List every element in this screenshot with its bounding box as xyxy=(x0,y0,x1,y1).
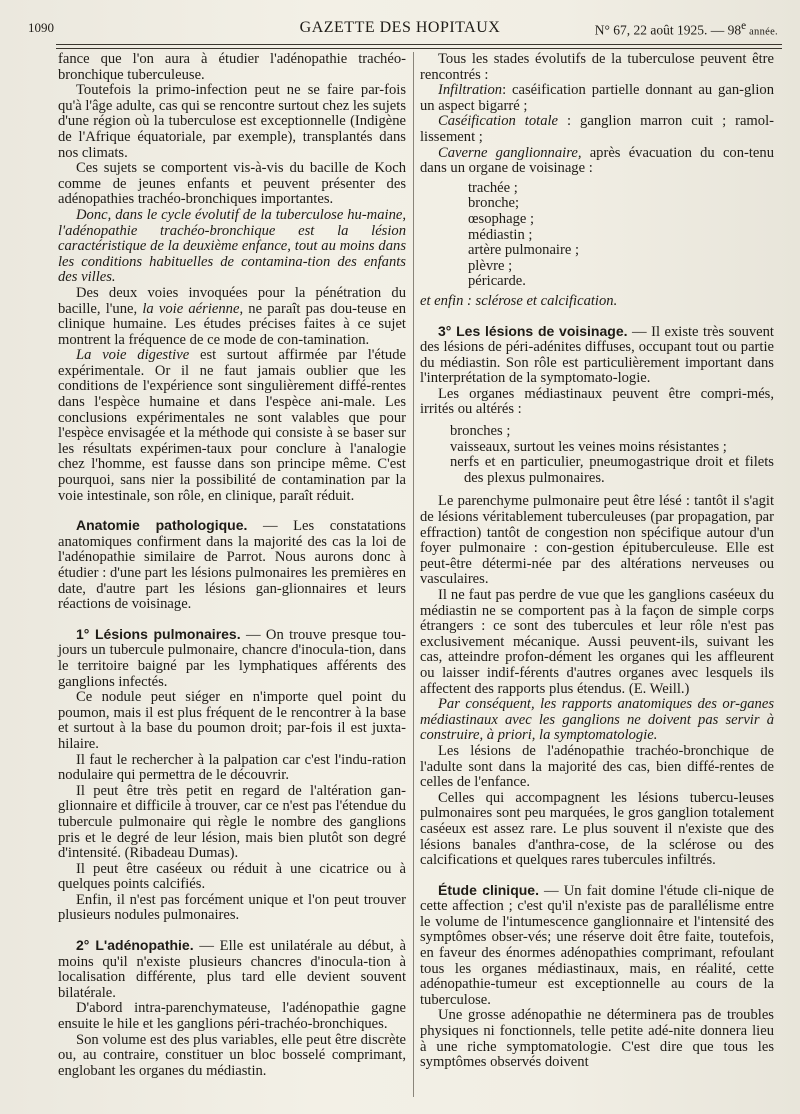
text-run: Caverne ganglionnaire, xyxy=(438,144,582,161)
paragraph: Par conséquent, les rapports anatomiques des or-ganes médiastinaux avec les ganglions ne doivent pas servir à construire, à priori, la symptomatologie. xyxy=(420,696,774,744)
section-paragraph xyxy=(420,883,774,1009)
text-run: — Les constatations anatomiques confirment dans la majorité des cas la loi de l'adénopathie similaire de Parrot. Nous aurons donc à étudier : d'une part les lésions pulmonaires les premières en date, d'autre part les lésions gan-glionnaires et leurs réactions de voisinage. xyxy=(58,518,406,613)
right-column xyxy=(420,52,774,1071)
section-heading: 3° Les lésions de voisinage. xyxy=(438,322,628,339)
list-item: péricarde. xyxy=(468,273,526,290)
section-heading: Étude clinique. xyxy=(438,881,539,898)
text-run: — Un fait domine l'étude cli-nique de cette affection ; c'est qu'il n'existe pas de parallélisme entre le volume de l'intumescence ganglionnaire et l'intensité des symptômes obser-vés; une réserve doit être faite, toutefois, en faveur des énormes adénopathies comprimant, refoulant tous les organes médiastinaux, mais, en réalité, cette adénopathie-tumeur est exceptionnelle au cours de la tuberculose. xyxy=(420,882,774,1008)
section-heading: 1° Lésions pulmonaires. xyxy=(76,625,241,642)
page-header xyxy=(18,20,782,42)
issue-suffix: année. xyxy=(746,26,778,38)
paragraph: Donc, dans le cycle évolutif de la tuberculose hu-maine, l'adénopathie trachéo-bronchique est la lésion caractéristique de la deuxième enfance, tout au moins dans les conditions habituelles de contamina-tion des enfants des villes. xyxy=(58,206,406,286)
header-rule-thin xyxy=(56,48,782,49)
paragraph: Une grosse adénopathie ne déterminera pas de troubles physiques ni fonctionnels, telle petite adé-nite donnera lieu à une riche symptomatologie. C'est dire que tous les symptômes observés doivent xyxy=(420,1007,774,1071)
page-number: 1090 xyxy=(28,20,54,35)
list-item: artère pulmonaire ; xyxy=(468,242,580,259)
paragraph: et enfin : sclérose et calcification. xyxy=(420,292,618,309)
paragraph: Ces sujets se comportent vis-à-vis du bacille de Koch comme de jeunes enfants et peuvent présenter des adénopathies trachéo-bronchiques importantes. xyxy=(58,160,406,208)
paragraph: Son volume est des plus variables, elle peut être discrète ou, au contraire, constituer un bloc bosselé comprimant, englobant les organes du médiastin. xyxy=(58,1031,406,1079)
list-item: plèvre ; xyxy=(468,257,513,274)
header-rule xyxy=(56,44,782,45)
list-item: bronche; xyxy=(468,195,520,212)
text-run: — Il existe très souvent des lésions de péri-adénites diffuses, occupant tout ou partie du médiastin. Son rôle est particulièrement important dans l'interprétation de la symptomato-logie. xyxy=(420,323,774,387)
paragraph: Les lésions de l'adénopathie trachéo-bronchique de l'adulte sont dans la majorité des cas, bien diffé-rentes de celles de l'enfance. xyxy=(420,742,774,791)
paragraph: Ce nodule peut siéger en n'importe quel point du poumon, mais il est plus fréquent de le rencontrer à la base et surtout à la base du poumon droit; par-fois il est juxta-hilaire. xyxy=(58,689,406,752)
text-run: la voie aérienne xyxy=(142,300,240,317)
paragraph: Il ne faut pas perdre de vue que les ganglions caséeux du médiastin ne se comportent pas à la façon de simple corps étrangers : ce sont des tubercules et leur rôle n'est pas exclusivement mécanique. Aussi peuvent-ils, suivant les cas, atteindre profon-dément les organes qui les affleurent ou laisser indif-férents d'autres organes avec lesquels ils affectent des rapports plus étendus. (E. Weill.) xyxy=(420,587,774,697)
paragraph: Celles qui accompagnent les lésions tubercu-leuses pulmonaires sont peu marquées, le gros ganglion totalement caséeux est assez rare. Le plus souvent il n'existe que des lésions banales d'anthra-cose, de la sclérose ou des calcifications et quelques rares tubercules infiltrés. xyxy=(420,789,774,869)
text-run: Infiltration xyxy=(438,82,503,99)
section-paragraph xyxy=(58,938,406,1001)
paragraph: Le parenchyme pulmonaire peut être lésé : tantôt il s'agit de lésions véritablement tuberculeuses (par propagation, par effraction) tantôt de congestion non spécifique autour d'un foyer pulmonaire : con-gestion épituberculeuse. Elle est peut-être détermi-née par des altérations nerveuses ou vasculaires. xyxy=(420,493,774,588)
text-run: est surtout affirmée par l'étude expérimentale. Or il ne faut jamais oublier que les conditions de l'expérience sont singulièrement diffé-rentes dans l'espèce humaine et dans l'espèce ani-male. Les conclusions expérimentales ne sont valables que pour l'espèce envisagée et la méthode qui consiste à se baser sur les résultats expérimen-taux pour conclure à l'analogie chez l'homme, est fausse dans son principe même. C'est pourquoi, sans nier la possibilité de contamination par la voie intestinale, son rôle, en clinique, paraît réduit. xyxy=(58,347,406,504)
section-paragraph xyxy=(58,627,406,690)
paragraph: D'abord intra-parenchymateuse, l'adénopathie gagne ensuite le hile et les ganglions péri-trachéo-bronchiques. xyxy=(58,1000,406,1033)
paragraph: Toutefois la primo-infection peut ne se faire par-fois qu'à l'âge adulte, cas qui se rencontre surtout chez les sujets d'une région où la tuberculose est exceptionnelle (Indigène de l'Afrique équatoriale, par exemple), transplantés dans nos climats. xyxy=(58,82,406,161)
section-heading: Anatomie pathologique. xyxy=(76,517,248,534)
list-item: nerfs et en particulier, pneumogastrique droit et filets des plexus pulmonaires. xyxy=(450,454,774,486)
paragraph: Il peut être très petit en regard de l'altération gan-glionnaire et difficile à trouver, car ce n'est pas l'étendue du tubercule pulmonaire qui règle le nombre des ganglions pris et le degré de leur lésion, mais bien plutôt son degré d'intensité. (Ribadeau Dumas). xyxy=(58,782,406,862)
text-run: : caséification partielle donnant au gan-glion un aspect bigarré ; xyxy=(420,82,774,114)
text-run: Des deux voies invoquées pour la pénétration du bacille, l'une, xyxy=(58,284,406,317)
paragraph: Tous les stades évolutifs de la tuberculose peuvent être rencontrés : xyxy=(420,51,774,83)
section-paragraph xyxy=(420,324,774,387)
paragraph: Il peut être caséeux ou réduit à une cicatrice ou à quelques points calcifiés. xyxy=(58,860,406,893)
left-column xyxy=(58,52,406,1079)
journal-title: GAZETTE DES HOPITAUX xyxy=(299,19,501,36)
text-run: — Elle est unilatérale au début, à moins qu'il n'existe plusieurs chancres d'inocula-tion à localisation différente, plus tard elle devient souvent bilatérale. xyxy=(58,938,406,1001)
list-item: trachée ; xyxy=(468,179,518,196)
section-heading: 2° L'adénopathie. xyxy=(76,937,194,954)
text-run: : ganglion marron cuit ; ramol-lissement ; xyxy=(420,113,774,145)
paragraph xyxy=(420,83,774,114)
section-paragraph xyxy=(58,518,406,613)
paragraph: Il faut le rechercher à la palpation car c'est l'indu-ration nodulaire qui permettra de le découvrir. xyxy=(58,751,406,784)
paragraph: fance que l'on aura à étudier l'adénopathie trachéo-bronchique tuberculeuse. xyxy=(58,51,406,83)
paragraph xyxy=(420,146,774,177)
issue-sup: e xyxy=(741,20,747,32)
text-run: Caséification totale xyxy=(438,113,559,130)
paragraph xyxy=(420,114,774,145)
list-item: bronches ; xyxy=(450,423,511,440)
text-run: — On trouve presque tou-jours un tubercule pulmonaire, chancre d'inocula-tion, dans le territoire baigné par les lymphatiques afférents des ganglions infectés. xyxy=(58,626,406,690)
column-divider xyxy=(413,52,414,1097)
list-item: œsophage ; xyxy=(468,210,535,227)
organ-list xyxy=(468,181,774,290)
text-run: La voie digestive xyxy=(76,347,190,364)
text-run: , ne paraît pas dou-teuse en clinique humaine. Les études précises faites à ce sujet montrent la fréquence de ce mode de con-tamination. xyxy=(58,300,406,348)
paragraph xyxy=(58,286,406,348)
paragraph: Les organes médiastinaux peuvent être compri-més, irrités ou altérés : xyxy=(420,385,774,418)
paragraph xyxy=(58,348,406,504)
text-run: après évacuation du con-tenu dans un organe de voisinage : xyxy=(420,144,774,177)
issue-text: N° 67, 22 août 1925. — 98 xyxy=(594,22,742,38)
list-item: vaisseaux, surtout les veines moins résistantes ; xyxy=(450,438,727,455)
issue-info xyxy=(595,20,778,39)
paragraph: Enfin, il n'est pas forcément unique et l'on peut trouver plusieurs nodules pulmonaires. xyxy=(58,891,406,924)
list-item: médiastin ; xyxy=(468,226,533,243)
affected-organs-list xyxy=(450,424,774,486)
